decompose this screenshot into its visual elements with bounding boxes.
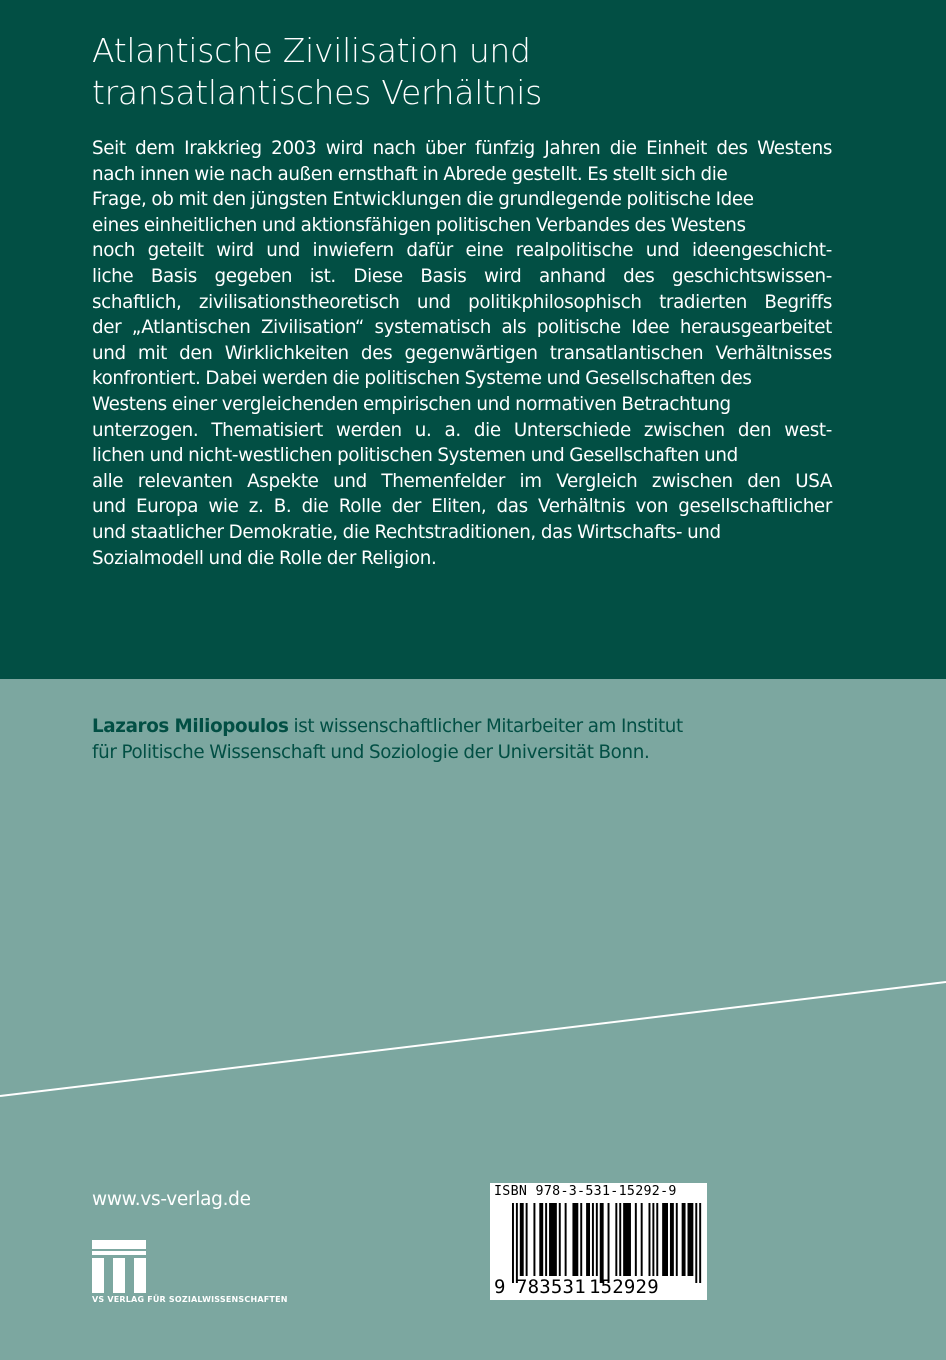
blurb-line: und Europa wie z. B. die Rolle der Eliten, das Verhältnis von gesellschaftlicher <box>92 496 832 518</box>
blurb-line: nach innen wie nach außen ernsthaft in Abrede gestellt. Es stellt sich die <box>92 163 728 185</box>
barcode-bar <box>520 1203 524 1276</box>
barcode-bar <box>526 1203 528 1276</box>
barcode-bar <box>559 1203 561 1276</box>
barcode-bar <box>586 1203 590 1276</box>
title-line: transatlantisches Verhältnis <box>92 73 543 112</box>
barcode-bar <box>641 1203 643 1276</box>
blurb-line: eines einheitlichen und aktionsfähigen politischen Verbandes des Westens <box>92 214 746 236</box>
barcode-bar <box>516 1203 518 1283</box>
barcode-bar <box>533 1203 535 1276</box>
barcode-bar <box>608 1203 610 1283</box>
barcode-bar <box>656 1203 658 1276</box>
barcode-digit-group-1: 783531 <box>516 1276 586 1298</box>
barcode-bar <box>649 1203 651 1276</box>
barcode-bar <box>670 1203 674 1276</box>
barcode-bar <box>662 1203 668 1276</box>
author-name: Lazaros Miliopoulos <box>92 716 289 737</box>
isbn-barcode <box>490 1183 707 1300</box>
barcode-bar <box>600 1203 604 1283</box>
barcode-bar <box>565 1203 567 1276</box>
website-url: www.vs-verlag.de <box>92 1189 251 1210</box>
barcode-bar <box>635 1203 637 1276</box>
author-bio-line-2: für Politische Wissenschaft und Soziologie der Universität Bonn. <box>92 742 650 763</box>
barcode-bar <box>688 1203 694 1276</box>
barcode-bar <box>619 1203 621 1276</box>
barcode-bar <box>652 1203 654 1276</box>
blurb-line: Sozialmodell und die Rolle der Religion. <box>92 547 437 569</box>
blurb-line: Westens einer vergleichenden empirischen und normativen Betrachtung <box>92 393 731 415</box>
blurb-line: konfrontiert. Dabei werden die politischen Systeme und Gesellschaften des <box>92 368 752 390</box>
blurb-line: und mit den Wirklichkeiten des gegenwärtigen transatlantischen Verhältnisses <box>92 342 832 364</box>
book-title <box>92 30 872 114</box>
barcode-bar <box>623 1203 631 1276</box>
blurb-line: Frage, ob mit den jüngsten Entwicklungen die grundlegende politische Idee <box>92 189 754 211</box>
barcode-bar <box>676 1203 678 1276</box>
barcode-bar <box>682 1203 686 1276</box>
blurb-text <box>92 136 832 571</box>
publisher-name: VS VERLAG FÜR SOZIALWISSENSCHAFTEN <box>92 1295 288 1304</box>
barcode-bar <box>572 1203 578 1276</box>
barcode-bar <box>512 1203 514 1283</box>
author-bio-line-1 <box>92 714 892 740</box>
barcode-bar <box>596 1203 598 1276</box>
barcode-bar <box>592 1203 594 1276</box>
blurb-line: noch geteilt wird und inwiefern dafür eine realpolitische und ideengeschicht- <box>92 240 832 262</box>
barcode-bar <box>545 1203 547 1276</box>
isbn-label: ISBN 978-3-531-15292-9 <box>494 1184 677 1199</box>
blurb-line: alle relevanten Aspekte und Themenfelder im Vergleich zwischen den USA <box>92 470 832 492</box>
blurb-line: lichen und nicht-westlichen politischen Systemen und Gesellschaften und <box>92 445 738 467</box>
title-line: Atlantische Zivilisation und <box>92 31 531 70</box>
blurb-line: schaftlich, zivilisationstheoretisch und politikphilosophisch tradierten Begriffs <box>92 291 832 313</box>
barcode-bar <box>549 1203 557 1276</box>
blurb-line: und staatlicher Demokratie, die Rechtstraditionen, das Wirtschafts- und <box>92 521 721 543</box>
diagonal-divider <box>0 978 946 1100</box>
barcode-digit-group-2: 152929 <box>589 1276 659 1298</box>
barcode-bar <box>615 1203 617 1276</box>
blurb-line: unterzogen. Thematisiert werden u. a. die Unterschiede zwischen den west- <box>92 419 832 441</box>
barcode-bar <box>695 1203 697 1283</box>
author-bio-rest: ist wissenschaftlicher Mitarbeiter am Institut <box>288 716 683 737</box>
barcode-bar <box>539 1203 543 1276</box>
author-bio <box>92 714 892 766</box>
barcode-digit-first: 9 <box>494 1276 506 1298</box>
blurb-line: liche Basis gegeben ist. Diese Basis wird anhand des geschichtswissen- <box>92 265 832 287</box>
barcode-bar <box>580 1203 582 1276</box>
barcode-bar <box>699 1203 701 1283</box>
blurb-line: der „Atlantischen Zivilisation“ systematisch als politische Idee herausgearbeitet <box>92 317 832 339</box>
blurb-line: Seit dem Irakkrieg 2003 wird nach über fünfzig Jahren die Einheit des Westens <box>92 138 832 159</box>
